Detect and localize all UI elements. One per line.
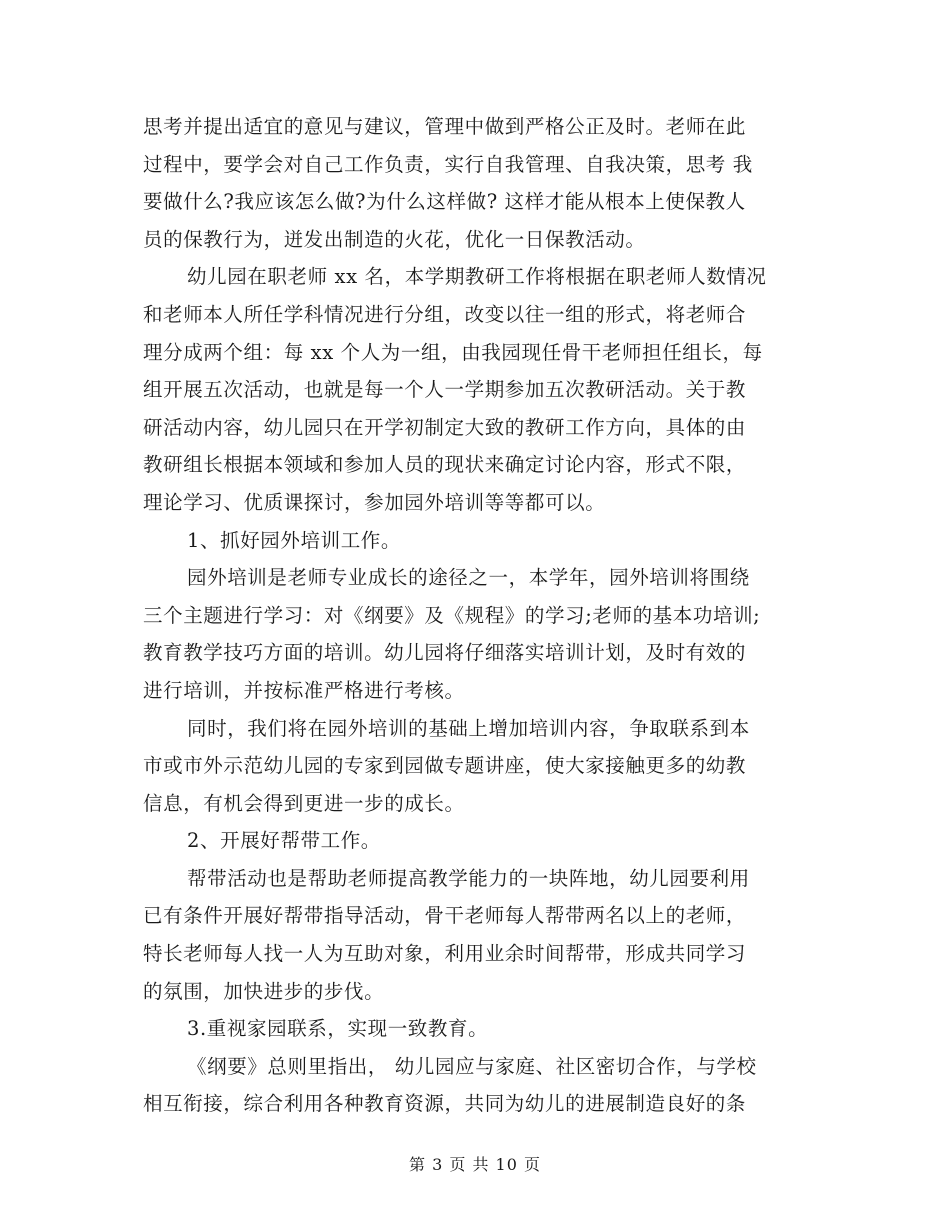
text-line: 帮带活动也是帮助老师提高教学能力的一块阵地，幼儿园要利用	[187, 866, 750, 890]
text-line: 理分成两个组：每 xx 个人为一组，由我园现任骨干老师担任组长，每	[143, 340, 763, 364]
text-line: 三个主题进行学习：对《纲要》及《规程》的学习;老师的基本功培训;	[143, 603, 761, 627]
text-line: 组开展五次活动，也就是每一个人一学期参加五次教研活动。关于教	[143, 378, 747, 402]
text-line: 理论学习、优质课探讨，参加园外培训等等都可以。	[143, 490, 606, 514]
text-line: 员的保教行为，迸发出制造的火花，优化一日保教活动。	[143, 227, 646, 251]
text-line: 特长老师每人找一人为互助对象，利用业余时间帮带，形成共同学习	[143, 942, 747, 966]
text-line: 思考并提出适宜的意见与建议，管理中做到严格公正及时。老师在此	[143, 115, 747, 138]
text-line: 已有条件开展好帮带指导活动，骨干老师每人帮带两名以上的老师，	[143, 904, 747, 928]
text-line: 幼儿园在职老师 xx 名，本学期教研工作将根据在职老师人数情况	[187, 265, 767, 289]
text-line: 相互衔接，综合利用各种教育资源，共同为幼儿的进展制造良好的条	[143, 1092, 747, 1116]
text-line: 教育教学技巧方面的培训。幼儿园将仔细落实培训计划，及时有效的	[143, 641, 747, 665]
text-line: 市或市外示范幼儿园的专家到园做专题讲座，使大家接触更多的幼教	[143, 754, 747, 778]
text-line: 的氛围，加快进步的步伐。	[143, 979, 385, 1003]
text-line: 研活动内容，幼儿园只在开学初制定大致的教研工作方向，具体的由	[143, 415, 747, 439]
text-line: 园外培训是老师专业成长的途径之一，本学年，园外培训将围绕	[187, 566, 750, 590]
text-line: 过程中，要学会对自己工作负责，实行自我管理、自我决策，思考 我	[143, 152, 753, 176]
text-line: 进行培训，并按标准严格进行考核。	[143, 678, 465, 702]
page-footer: 第 3 页 共 10 页	[409, 1155, 541, 1174]
text-line: 1、抓好园外培训工作。	[187, 528, 402, 552]
text-line: 教研组长根据本领域和参加人员的现状来确定讨论内容，形式不限，	[143, 453, 747, 477]
text-line: 3.重视家园联系，实现一致教育。	[187, 1017, 489, 1041]
text-line: 要做什么?我应该怎么做?为什么这样做? 这样才能从根本上使保教人	[143, 190, 746, 214]
text-line: 《纲要》总则里指出， 幼儿园应与家庭、社区密切合作，与学校	[187, 1054, 757, 1078]
document-body	[143, 108, 811, 1123]
text-line: 信息，有机会得到更进一步的成长。	[143, 791, 465, 815]
text-line: 同时，我们将在园外培训的基础上增加培训内容，争取联系到本	[187, 716, 750, 740]
text-line: 2、开展好帮带工作。	[187, 829, 381, 853]
text-line: 和老师本人所任学科情况进行分组，改变以往一组的形式，将老师合	[143, 302, 747, 326]
